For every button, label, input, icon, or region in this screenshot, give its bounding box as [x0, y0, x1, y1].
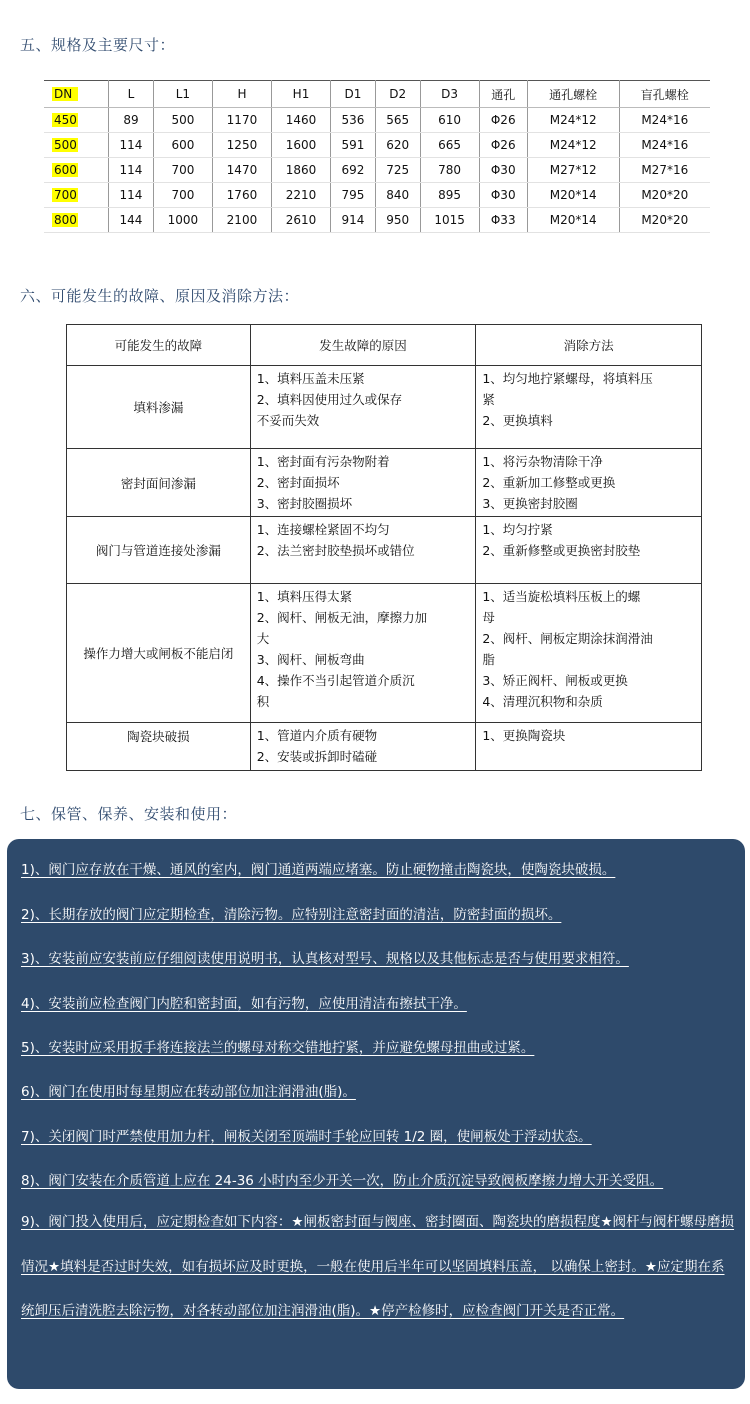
fault-name-cell: 陶瓷块破损: [67, 723, 251, 771]
table-row: [44, 108, 710, 133]
table-cell: 89: [109, 108, 154, 133]
table-cell: Φ33: [479, 208, 527, 233]
fault-remedies-cell: 1、适当旋松填料压板上的螺 母 2、阀杆、闸板定期涂抹润滑油 脂 3、矫正阀杆、闸板或更换 4、清理沉积物和杂质: [482, 589, 653, 709]
table-cell: 700: [153, 158, 212, 183]
table-row: [67, 723, 702, 771]
care-item: 7)、关闭阀门时严禁使用加力杆，闸板关闭至顶端时手轮应回转 1/2 圈，使闸板处于浮动状态。: [21, 1129, 592, 1145]
table-cell: M20*14: [527, 183, 619, 208]
table-cell: 565: [375, 108, 420, 133]
care-item: 6)、阀门在使用时每星期应在转动部位加注润滑油(脂)。: [21, 1084, 356, 1100]
table-cell: 665: [420, 133, 479, 158]
table-cell: 114: [109, 183, 154, 208]
table-cell: 610: [420, 108, 479, 133]
spec-header-cell: D3: [420, 81, 479, 108]
spec-header-row: [44, 81, 710, 108]
fault-name-cell: 操作力增大或闸板不能启闭: [67, 584, 251, 723]
table-cell: M27*12: [527, 158, 619, 183]
table-row: [67, 584, 702, 723]
table-cell: 500: [153, 108, 212, 133]
fault-remedies-cell: 1、均匀拧紧 2、重新修整或更换密封胶垫: [482, 522, 641, 558]
care-item: 5)、安装时应采用扳手将连接法兰的螺母对称交错地拧紧，并应避免螺母扭曲或过紧。: [21, 1040, 535, 1056]
dn-cell: 500: [54, 138, 77, 152]
fault-header-cell: 发生故障的原因: [250, 325, 476, 366]
table-cell: M24*16: [619, 133, 710, 158]
table-cell: 591: [331, 133, 376, 158]
fault-name-cell: 填料渗漏: [67, 366, 251, 449]
table-cell: 1170: [212, 108, 271, 133]
table-cell: 114: [109, 133, 154, 158]
table-cell: 1460: [271, 108, 330, 133]
table-cell: 600: [153, 133, 212, 158]
spec-header-cell: 通孔: [479, 81, 527, 108]
table-cell: 1860: [271, 158, 330, 183]
fault-remedies-cell: 1、均匀地拧紧螺母，将填料压 紧 2、更换填料: [482, 371, 653, 428]
table-cell: 1470: [212, 158, 271, 183]
table-cell: 620: [375, 133, 420, 158]
table-cell: 1015: [420, 208, 479, 233]
dn-cell: 600: [54, 163, 77, 177]
table-cell: 950: [375, 208, 420, 233]
table-cell: M20*20: [619, 183, 710, 208]
fault-header-cell: 可能发生的故障: [67, 325, 251, 366]
table-cell: 144: [109, 208, 154, 233]
section-title-specs: 五、规格及主要尺寸：: [20, 36, 176, 54]
spec-header-cell: H1: [271, 81, 330, 108]
table-cell: 1000: [153, 208, 212, 233]
care-item: 2)、长期存放的阀门应定期检查，清除污物。应特别注意密封面的清洁，防密封面的损坏。: [21, 907, 562, 923]
fault-causes-cell: 1、连接螺栓紧固不均匀 2、法兰密封胶垫损坏或错位: [256, 522, 415, 558]
fault-name-cell: 密封面间渗漏: [67, 449, 251, 517]
table-row: [44, 183, 710, 208]
spec-header-cell: L1: [153, 81, 212, 108]
table-cell: 700: [153, 183, 212, 208]
table-row: [67, 449, 702, 517]
table-cell: 2210: [271, 183, 330, 208]
table-cell: Φ26: [479, 133, 527, 158]
table-cell: M20*14: [527, 208, 619, 233]
care-item: 9)、阀门投入使用后，应定期检查如下内容：★闸板密封面与阀座、密封圈面、陶瓷块的磨损程度★阀杆与阀杆螺母磨损情况★填料是否过时失效，如有损坏应及时更换，一般在使用后半年可以坚固填料压盖， 以确保上密封。★应定期在系统卸压后清洗腔去除污物，对各转动部位加注润滑油(脂)。★停产检修时，应检查阀门开关是否正常。: [21, 1214, 735, 1319]
table-cell: M24*12: [527, 133, 619, 158]
table-cell: M24*16: [619, 108, 710, 133]
table-cell: 780: [420, 158, 479, 183]
care-item: 8)、阀门安装在介质管道上应在 24-36 小时内至少开关一次，防止介质沉淀导致阀板摩擦力增大开关受阻。: [21, 1173, 664, 1189]
fault-causes-cell: 1、填料压得太紧 2、阀杆、闸板无油，摩擦力加 大 3、阀杆、闸板弯曲 4、操作不当引起管道介质沉 积: [256, 589, 428, 709]
spec-header-cell: H: [212, 81, 271, 108]
fault-header-row: [67, 325, 702, 366]
table-cell: 536: [331, 108, 376, 133]
section-title-care: 七、保管、保养、安装和使用：: [20, 805, 238, 823]
table-cell: 914: [331, 208, 376, 233]
table-row: [67, 366, 702, 449]
table-row: [44, 133, 710, 158]
table-cell: M27*16: [619, 158, 710, 183]
table-cell: 692: [331, 158, 376, 183]
table-cell: 2610: [271, 208, 330, 233]
table-row: [44, 158, 710, 183]
fault-header-cell: 消除方法: [476, 325, 702, 366]
table-row: [44, 208, 710, 233]
fault-remedies-cell: 1、将污杂物清除干净 2、重新加工修整或更换 3、更换密封胶圈: [482, 454, 616, 511]
table-cell: M20*20: [619, 208, 710, 233]
table-row: [67, 517, 702, 584]
care-item: 1)、阀门应存放在干燥、通风的室内，阀门通道两端应堵塞。防止硬物撞击陶瓷块，使陶瓷块破损。: [21, 862, 616, 878]
table-cell: 1600: [271, 133, 330, 158]
care-item: 3)、安装前应安装前应仔细阅读使用说明书，认真核对型号、规格以及其他标志是否与使用要求相符。: [21, 951, 629, 967]
spec-header-cell: L: [109, 81, 154, 108]
care-instructions-panel: [7, 839, 745, 1389]
table-cell: 1760: [212, 183, 271, 208]
spec-header-cell: 通孔螺栓: [527, 81, 619, 108]
dn-cell: 450: [54, 113, 77, 127]
fault-causes-cell: 1、密封面有污杂物附着 2、密封面损坏 3、密封胶圈损坏: [256, 454, 390, 511]
table-cell: 2100: [212, 208, 271, 233]
spec-table: [44, 80, 710, 233]
table-cell: Φ26: [479, 108, 527, 133]
fault-causes-cell: 1、填料压盖未压紧 2、填料因使用过久或保存 不妥而失效: [256, 371, 403, 428]
spec-header-cell: 盲孔螺栓: [619, 81, 710, 108]
table-cell: M24*12: [527, 108, 619, 133]
table-cell: 725: [375, 158, 420, 183]
dn-cell: 800: [54, 213, 77, 227]
spec-header-cell: D2: [375, 81, 420, 108]
table-cell: Φ30: [479, 183, 527, 208]
table-cell: 840: [375, 183, 420, 208]
table-cell: 895: [420, 183, 479, 208]
fault-remedies-cell: 1、更换陶瓷块: [482, 728, 566, 743]
dn-cell: 700: [54, 188, 77, 202]
table-cell: 795: [331, 183, 376, 208]
fault-name-cell: 阀门与管道连接处渗漏: [67, 517, 251, 584]
fault-table: [66, 324, 702, 771]
table-cell: 114: [109, 158, 154, 183]
table-cell: Φ30: [479, 158, 527, 183]
spec-header-cell: D1: [331, 81, 376, 108]
table-cell: 1250: [212, 133, 271, 158]
care-item: 4)、安装前应检查阀门内腔和密封面，如有污物，应使用清洁布擦拭干净。: [21, 996, 467, 1012]
section-title-faults: 六、可能发生的故障、原因及消除方法：: [20, 287, 300, 305]
fault-causes-cell: 1、管道内介质有硬物 2、安装或拆卸时磕碰: [256, 728, 378, 764]
spec-header-cell: DN: [44, 81, 109, 108]
